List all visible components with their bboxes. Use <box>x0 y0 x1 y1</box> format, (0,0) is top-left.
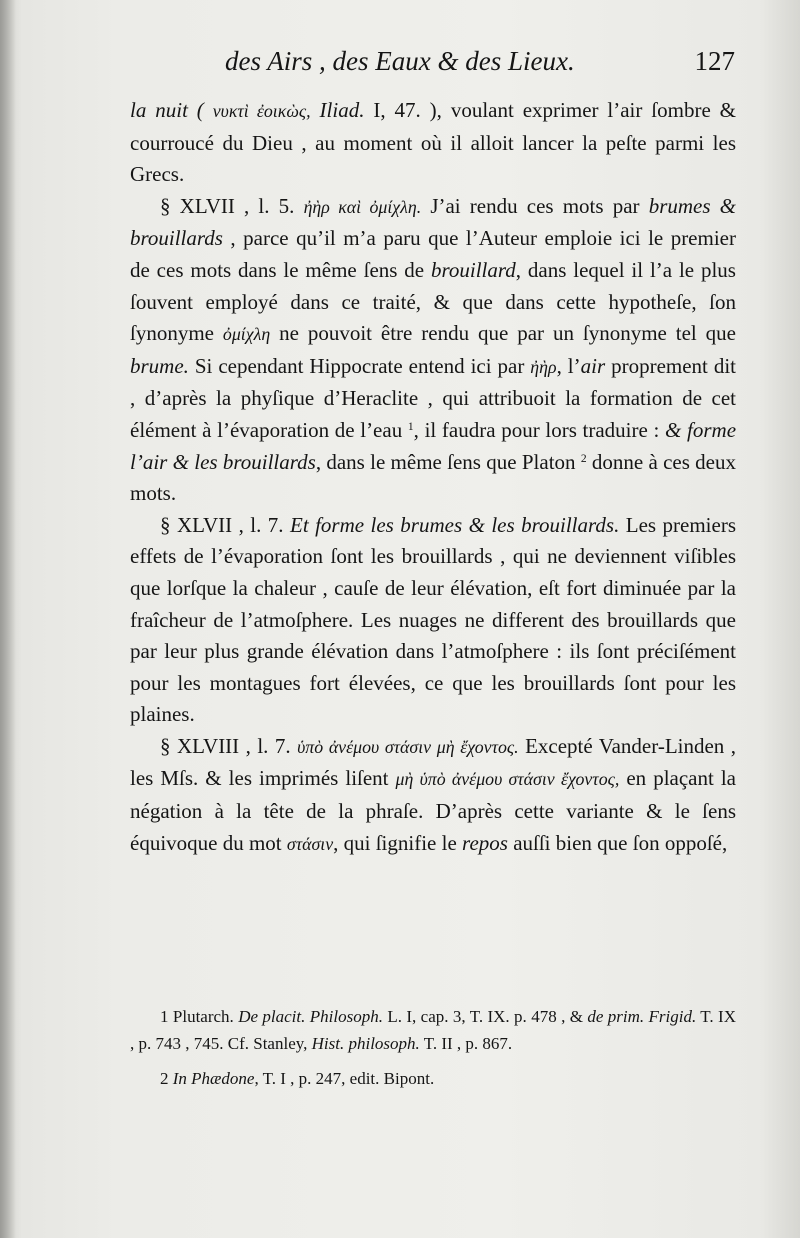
greek-word: ἠὴρ <box>530 356 557 377</box>
text-run: T. IX , p. 743 , 745. Cf. Stanley, <box>130 1007 736 1053</box>
footnotes <box>130 1003 736 1092</box>
footnote-2 <box>130 1065 736 1092</box>
section-reference: § XLVIII , l. 7. <box>160 733 298 758</box>
paragraph-xlviii-7 <box>130 731 736 860</box>
text-run: L. I, cap. 3, T. IX. p. 478 , & <box>382 1007 588 1026</box>
italic-run: Hist. philosoph. <box>311 1034 420 1053</box>
italic-run: brumes & brouillards <box>130 193 737 251</box>
footnote-1 <box>130 1003 736 1057</box>
paragraph-xlvii-5 <box>130 191 736 510</box>
text-run: la nuit ( <box>130 98 213 122</box>
italic-run: In Phædone <box>168 1069 255 1088</box>
citation: Iliad. <box>310 98 365 122</box>
footnote-marker: 1 <box>407 421 414 434</box>
section-reference: § XLVII , l. 5. <box>160 193 304 218</box>
text-run: auſſi bien que ſon oppoſé, <box>507 830 728 855</box>
text-run: ne pouvoit être rendu que par un ſynonyme tel que <box>270 321 736 346</box>
running-head <box>225 46 735 82</box>
text-run: , qui ſignifie le <box>333 830 463 855</box>
text-run: donne à ces deux mots. <box>130 449 736 506</box>
italic-run: de prim. Frigid. <box>587 1007 697 1026</box>
text-run: T. II , p. 867. <box>419 1034 513 1053</box>
text-run: Les premiers effets de l’évaporation ſont les brouillards , qui ne deviennent viſibles que lorſque la chaleur , cauſe de leur élévation, eſt fort diminuée par la fraîcheur de l’atmoſphere. Les nuages ne different des brouillards que par leur plus grande élévation dans l’atmoſphere : ils ſont préciſément pour les montagues fort élevées, ce que les brouillards ſont pour les plaines. <box>130 512 736 727</box>
italic-run: Et forme les brumes & les brouillards. <box>290 512 620 537</box>
footnote-marker: 2 <box>580 452 587 465</box>
text-run: , l’ <box>556 353 581 378</box>
text-run: I, 47. ), voulant exprimer l’air ſombre & courroucé du Dieu , au moment où il alloit lancer la peſte parmi les Grecs. <box>130 98 737 187</box>
greek-word: στάσιν <box>286 833 334 854</box>
greek-quote: ἠὴρ καὶ ὀμίχλη. <box>303 196 422 217</box>
text-run: J’ai rendu ces mots par <box>421 193 649 218</box>
text-run: , parce qu’il m’a paru que l’Auteur emploie ici le premier de ces mots dans le même ſens de <box>130 226 736 282</box>
section-reference: § XLVII , l. 7. <box>160 512 290 537</box>
text-run: , dans lequel il l’a le plus ſouvent employé dans ce traité, & que dans cette hypotheſe, ſon ſynonyme <box>130 257 736 346</box>
text-run: , dans le même ſens que Platon <box>315 449 581 474</box>
greek-quote: ὑπὸ ἀνέμου στάσιν μὴ ἔχοντος. <box>297 736 519 757</box>
page-number: 127 <box>694 46 735 76</box>
greek-quote: νυκτὶ ἐοικὼς, <box>212 101 311 121</box>
main-text <box>130 95 736 860</box>
text-run: en plaçant la négation à la tête de la phraſe. D’après cette variante & le ſens équivoque du mot <box>130 766 737 855</box>
gutter-shadow <box>0 0 16 1238</box>
greek-quote: μὴ ὑπὸ ἀνέμου στάσιν ἔχοντος, <box>395 769 620 790</box>
text-run: Si cependant Hippocrate entend ici par <box>188 353 531 378</box>
text-run: , T. I , p. 247, edit. Bipont. <box>254 1069 435 1088</box>
text-run: Excepté Vander-Linden , les Mſs. & les imprimés liſent <box>130 733 737 791</box>
italic-run: brume. <box>130 353 189 378</box>
greek-word: ὀμίχλη <box>222 324 271 345</box>
italic-run: brouillard <box>430 257 516 282</box>
italic-run: De placit. Philosoph. <box>238 1007 383 1026</box>
running-title: des Airs , des Eaux & des Lieux. <box>225 46 575 76</box>
text-run: Plutarch. <box>168 1007 239 1026</box>
footnote-number: 1 <box>160 1007 169 1026</box>
paragraph-continuation <box>130 95 736 191</box>
footnote-number: 2 <box>160 1069 169 1088</box>
text-run: , il faudra pour lors traduire : <box>413 417 666 442</box>
paragraph-xlvii-7 <box>130 510 736 731</box>
italic-run: repos <box>462 830 508 855</box>
italic-run: air <box>580 353 606 378</box>
text-run: proprement dit , d’après la phyſique d’Heraclite , qui attribuoit la formation de cet élément à l’évaporation de l’eau <box>130 353 736 442</box>
italic-run: & forme l’air & les brouillards <box>130 417 737 474</box>
